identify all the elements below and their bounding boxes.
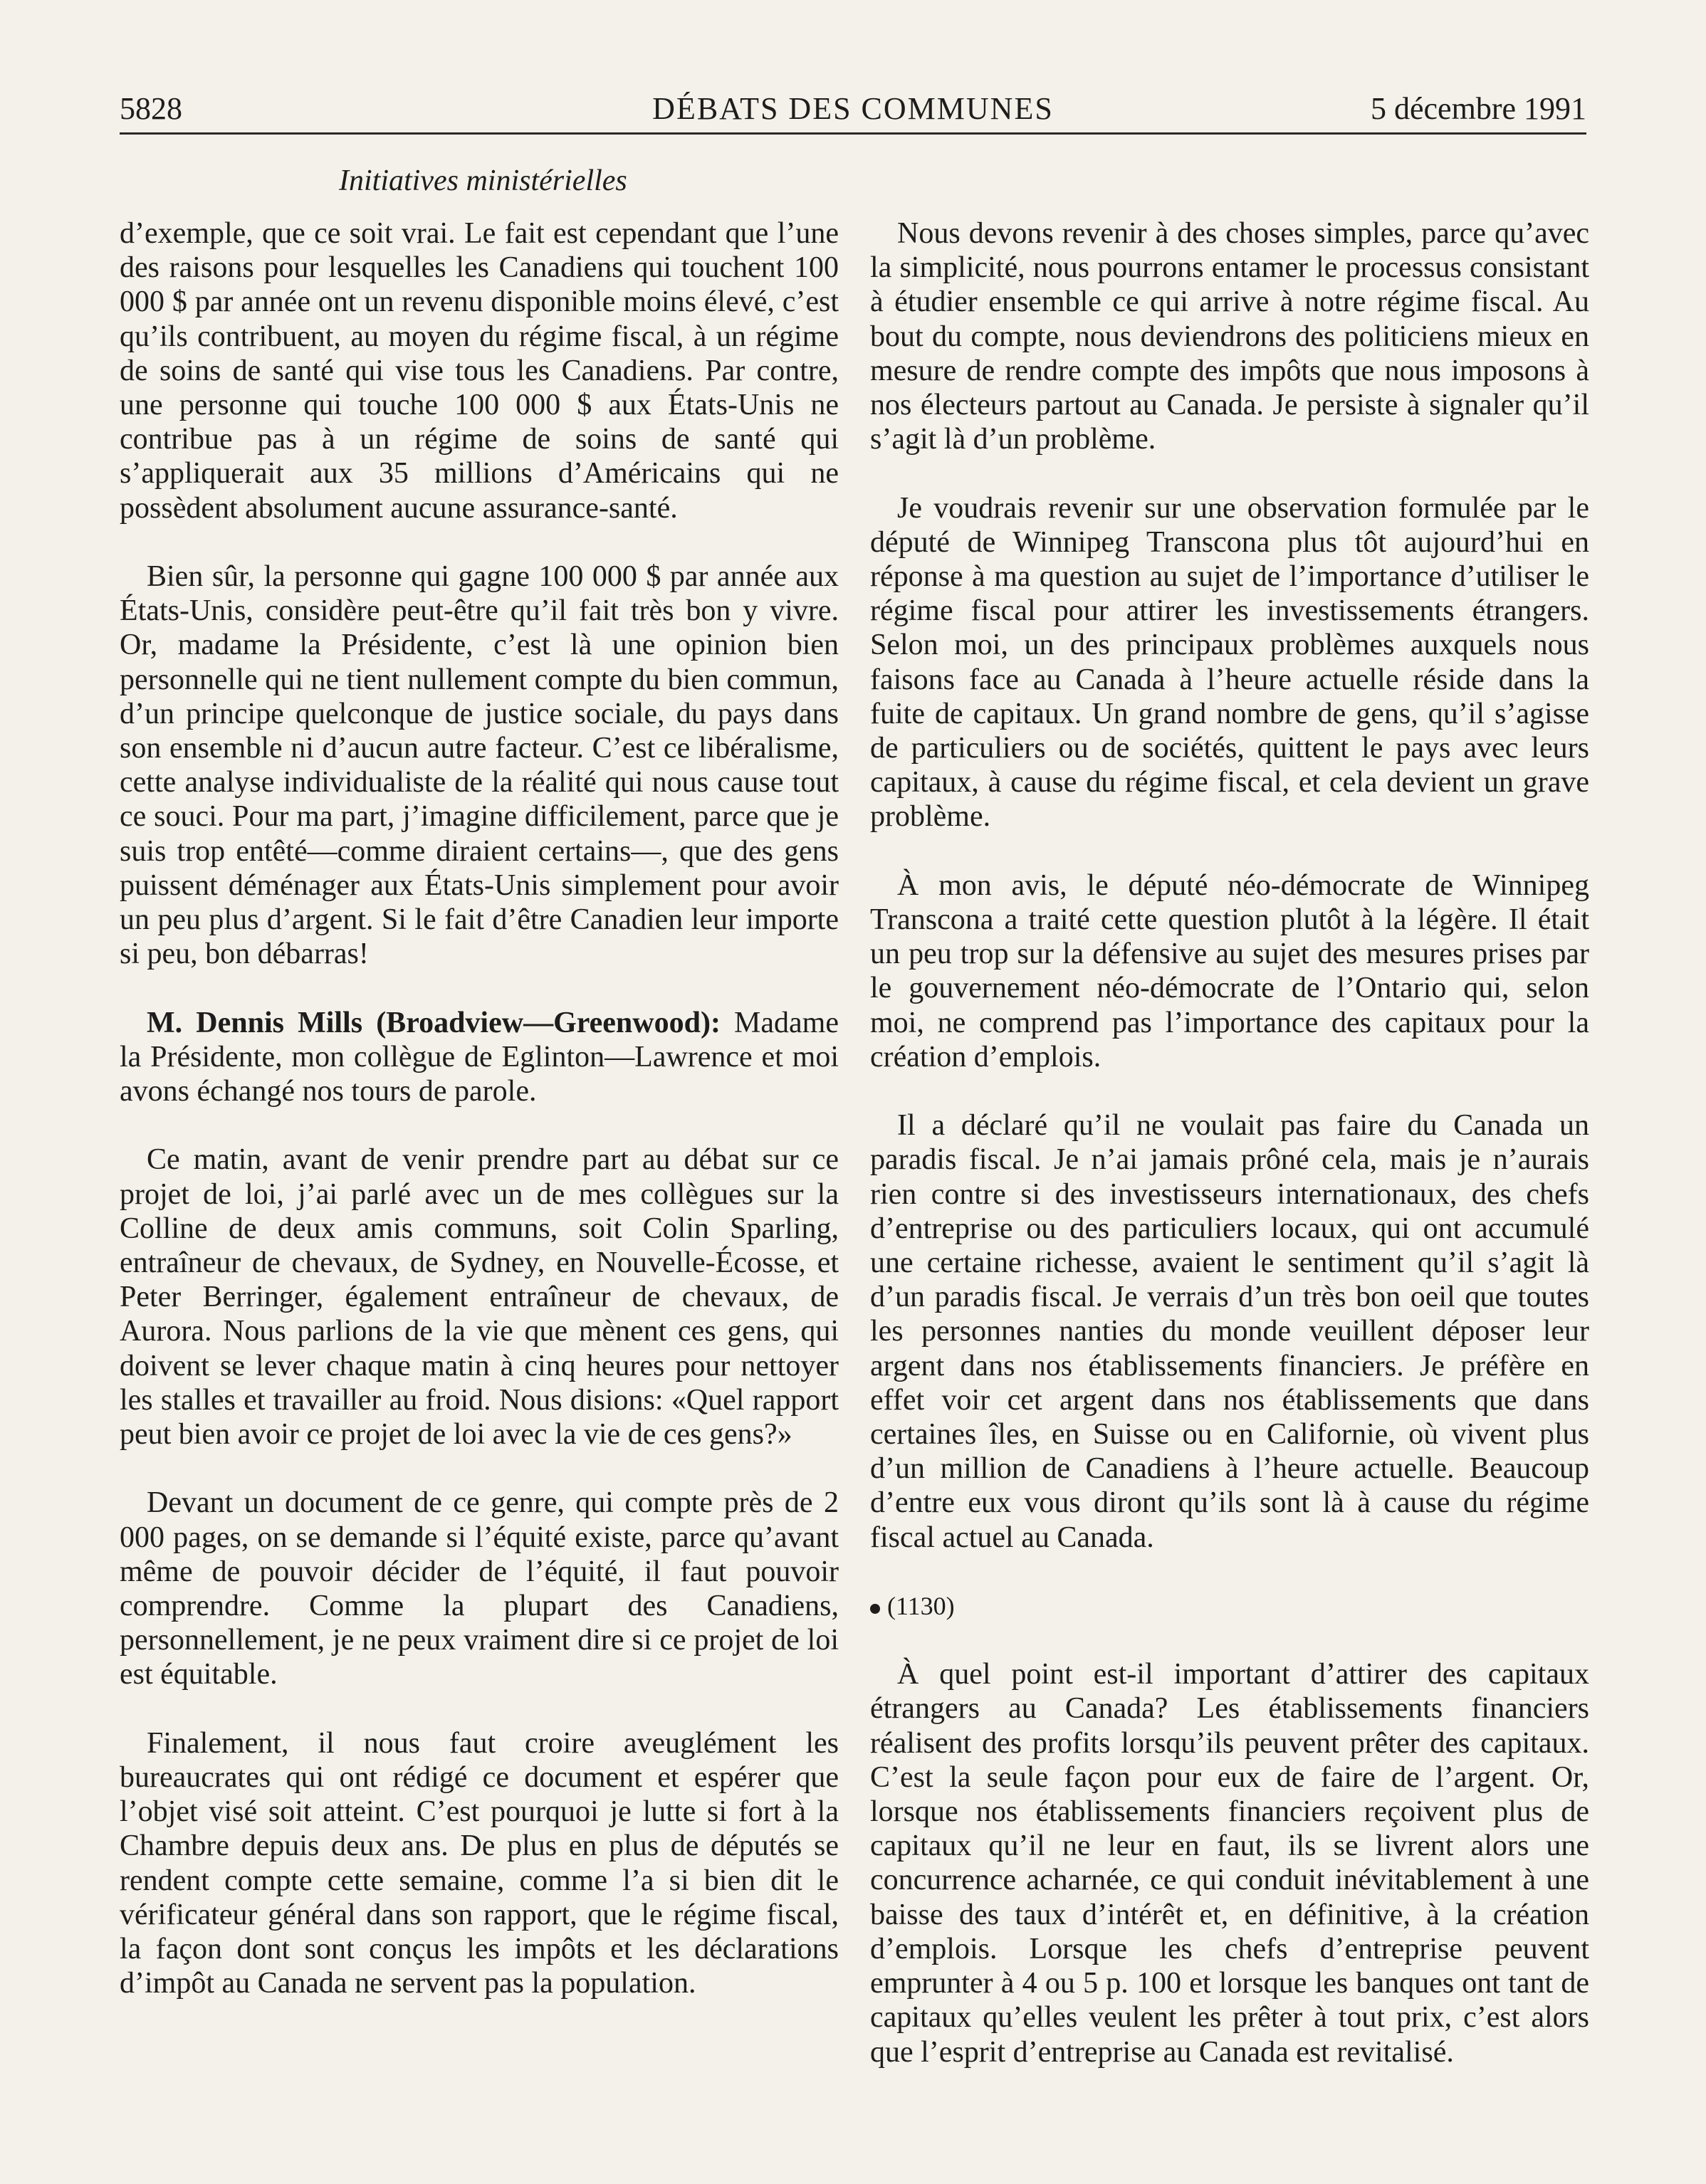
paragraph: d’exemple, que ce soit vrai. Le fait est cependant que l’une des raisons pour lesquelles les Canadiens qui touchent 100 000 $ par année ont un revenu disponible moins élevé, c’est qu’ils contribuent, au moyen du régime fiscal, à un régime de soins de santé qui vise tous les Canadiens. Par contre, une personne qui touche 100 000 $ aux États-Unis ne contribue pas à un régime de soins de santé qui s’appliquerait aux 35 millions d’Américains qui ne possèdent absolument aucune assurance-santé. <box>120 217 839 525</box>
paragraph: Finalement, il nous faut croire aveuglément les bureaucrates qui ont rédigé ce document et espérer que l’objet visé soit atteint. C’est pourquoi je lutte si fort à la Chambre depuis deux ans. De plus en plus de députés se rendent compte cette semaine, comme l’a si bien dit le vérificateur général dans son rapport, que le régime fiscal, la façon dont sont conçus les impôts et les déclarations d’impôt au Canada ne servent pas la population. <box>120 1726 839 2000</box>
section-heading: Initiatives ministérielles <box>339 164 627 197</box>
paragraph: À quel point est-il important d’attirer des capitaux étrangers au Canada? Les établissements financiers réalisent des profits lorsqu’ils peuvent prêter des capitaux. C’est la seule façon pour eux de faire de l’argent. Or, lorsque nos établissements financiers reçoivent plus de capitaux qu’il ne leur en faut, ils se livrent alors une concurrence acharnée, ce qui conduit inévitablement à une baisse des taux d’intérêt et, en définitive, à la création d’emplois. Lorsque les chefs d’entreprise peuvent emprunter à 4 ou 5 p. 100 et lorsque les banques ont tant de capitaux qu’elles veulent les prêter à tout prix, c’est alors que l’esprit d’entreprise au Canada est revitalisé. <box>870 1658 1589 2069</box>
speaker-text: Madame la Présidente, mon collègue de Eglinton—Lawrence et moi avons échangé nos tours de parole. <box>120 1006 839 1108</box>
paragraph: Bien sûr, la personne qui gagne 100 000 $ par année aux États-Unis, considère peut-être qu’il fait très bon y vivre. Or, madame la Présidente, c’est là une opinion bien personnelle qui ne tient nullement compte du bien commun, d’un principe quelconque de justice sociale, du pays dans son ensemble ni d’aucun autre facteur. C’est ce libéralisme, cette analyse individualiste de la réalité qui nous cause tout ce souci. Pour ma part, j’imagine difficilement, parce que je suis trop entêté—comme diraient certains—, que des gens puissent déménager aux États-Unis simplement pour avoir un peu plus d’argent. Si le fait d’être Canadien leur importe si peu, bon débarras! <box>120 560 839 971</box>
paragraph: À mon avis, le député néo-démocrate de Winnipeg Transcona a traité cette question plutôt à la légère. Il était un peu trop sur la défensive au sujet des mesures prises par le gouvernement néo-démocrate de l’Ontario qui, selon moi, ne comprend pas l’importance des capitaux pour la création d’emplois. <box>870 868 1589 1073</box>
right-column <box>870 216 1589 2104</box>
page-number: 5828 <box>120 91 182 126</box>
bullet-icon <box>870 1604 880 1614</box>
paragraph: Nous devons revenir à des choses simples, parce qu’avec la simplicité, nous pourrons entamer le processus consistant à étudier ensemble ce qui arrive à notre régime fiscal. Au bout du compte, nous deviendrons des politiciens mieux en mesure de rendre compte des impôts que nous imposons à nos électeurs partout au Canada. Je persiste à signaler qu’il s’agit là d’un problème. <box>870 217 1589 456</box>
paragraph: Il a déclaré qu’il ne voulait pas faire du Canada un paradis fiscal. Je n’ai jamais prôné cela, mais je n’aurais rien contre si des investisseurs internationaux, des chefs d’entreprise ou des particuliers locaux, qui ont accumulé une certaine richesse, avaient le sentiment qu’il s’agit là d’un paradis fiscal. Je verrais d’un très bon oeil que toutes les personnes nanties du monde veuillent déposer leur argent dans nos établissements financiers. Je préfère en effet voir cet argent dans nos établissements que dans certaines îles, en Suisse ou en Californie, où vivent plus d’un million de Canadiens à l’heure actuelle. Beaucoup d’entre eux vous diront qu’ils sont là à cause du régime fiscal actuel au Canada. <box>870 1109 1589 1554</box>
time-marker <box>870 1589 1589 1623</box>
running-header <box>120 85 1586 135</box>
paragraph: Ce matin, avant de venir prendre part au débat sur ce projet de loi, j’ai parlé avec un de mes collègues sur la Colline de deux amis communs, soit Colin Sparling, entraîneur de chevaux, de Sydney, en Nouvelle-Écosse, et Peter Berringer, également entraîneur de chevaux, de Aurora. Nous parlions de la vie que mènent ces gens, qui doivent se lever chaque matin à cinq heures pour nettoyer les stalles et travailler au froid. Nous disions: «Quel rapport peut bien avoir ce projet de loi avec la vie de ces gens?» <box>120 1143 839 1451</box>
speaker-paragraph <box>120 1006 839 1109</box>
paragraph: Je voudrais revenir sur une observation formulée par le député de Winnipeg Transcona plus tôt aujourd’hui en réponse à ma question au sujet de l’importance d’utiliser le régime fiscal pour attirer les investissements étrangers. Selon moi, un des principaux problèmes auxquels nous faisons face au Canada à l’heure actuelle réside dans la fuite de capitaux. Un grand nombre de gens, qu’il s’agisse de particuliers ou de sociétés, quittent le pays avec leurs capitaux, à cause du régime fiscal, et cela devient un grave problème. <box>870 491 1589 834</box>
journal-title: DÉBATS DES COMMUNES <box>652 91 1054 126</box>
speaker-name: M. Dennis Mills (Broadview—Greenwood): <box>147 1006 721 1039</box>
header-date: 5 décembre 1991 <box>1371 91 1586 126</box>
time-marker-text: (1130) <box>887 1592 955 1621</box>
left-column <box>120 216 839 2035</box>
paragraph: Devant un document de ce genre, qui compte près de 2 000 pages, on se demande si l’équité existe, parce qu’avant même de pouvoir décider de l’équité, il faut pouvoir comprendre. Comme la plupart des Canadiens, personnellement, je ne peux vraiment dire si ce projet de loi est équitable. <box>120 1486 839 1691</box>
